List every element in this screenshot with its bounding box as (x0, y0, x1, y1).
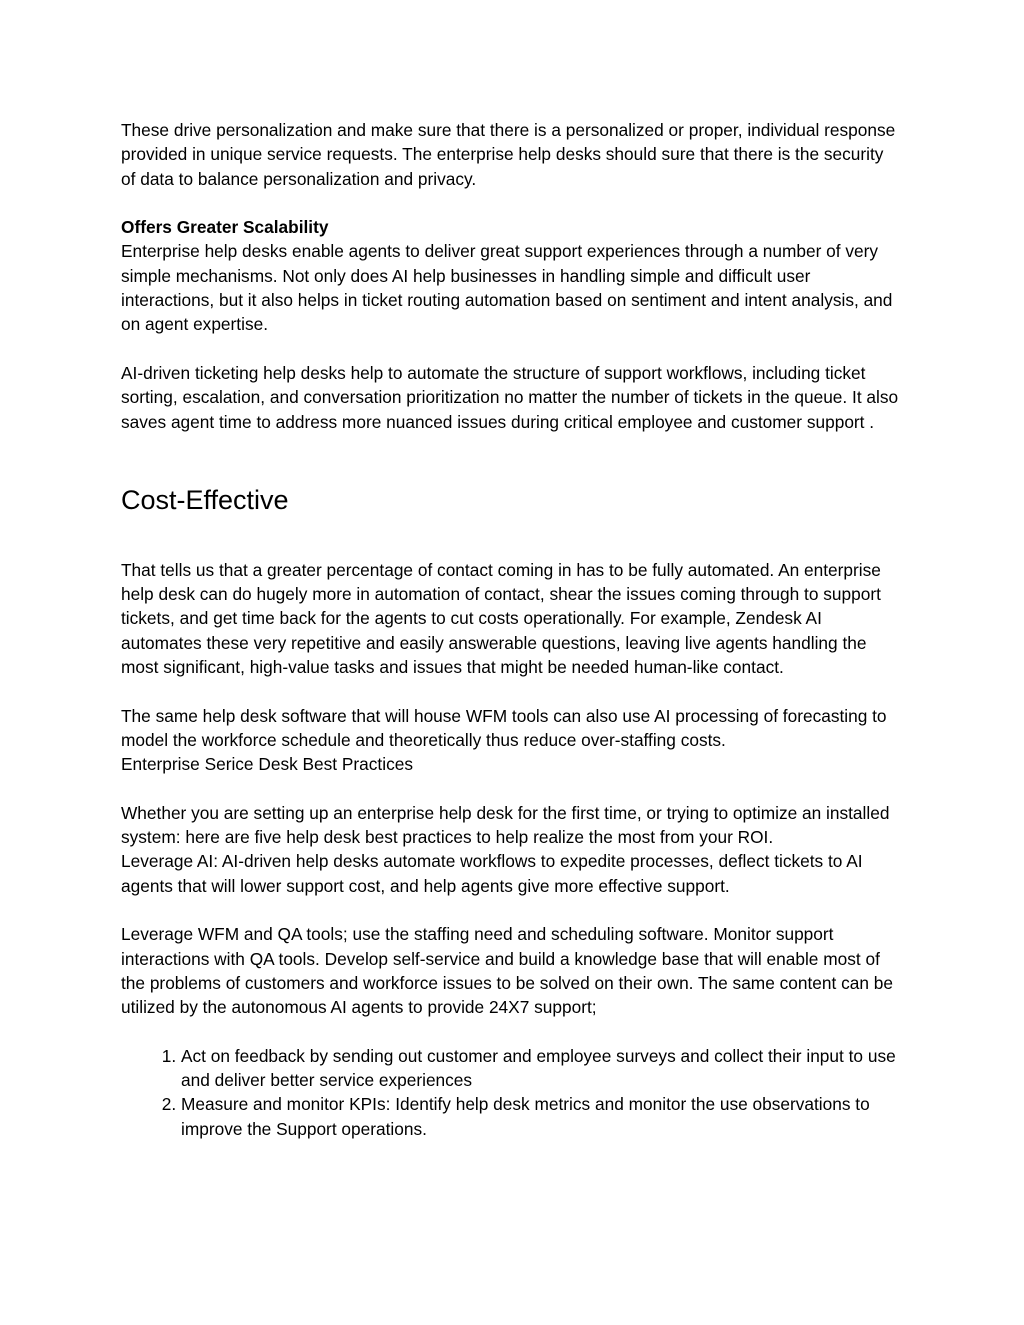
cost-paragraph-4: Leverage WFM and QA tools; use the staffing need and scheduling software. Monitor support interactions with QA tools. Develop self-service and build a knowledge base that will enable most of the problems of customers and workforce issues to be solved on their own. The same content can be utilized by the autonomous AI agents to provide 24X7 support; (121, 924, 893, 1018)
cost-paragraph-3-line-2: Leverage AI: AI-driven help desks automate workflows to expedite processes, deflect tickets to AI agents that will lower support cost, and help agents give more effective support. (121, 851, 863, 896)
intro-paragraph: These drive personalization and make sure that there is a personalized or proper, individual response provided in unique service requests. The enterprise help desks should sure that there is the security of data to balance personalization and privacy. (121, 120, 896, 189)
document-page (121, 118, 901, 1141)
best-practices-list (121, 1044, 901, 1141)
scalability-heading: Offers Greater Scalability (121, 217, 329, 238)
scalability-paragraph-1: Enterprise help desks enable agents to deliver great support experiences through a number of very simple mechanisms. Not only does AI help businesses in handling simple and difficult user interactions, but it also helps in ticket routing automation based on sentiment and intent analysis, and on agent expertise. (121, 241, 893, 335)
cost-paragraph-3-line-1: Whether you are setting up an enterprise help desk for the first time, or trying to optimize an installed system: here are five help desk best practices to help realize the most from your ROI. (121, 802, 890, 848)
list-item: 2. Measure and monitor KPIs: Identify help desk metrics and monitor the use observations to improve the Support operations. (181, 1092, 901, 1141)
cost-paragraph-2-line-1: The same help desk software that will house WFM tools can also use AI processing of forecasting to model the workforce schedule and theoretically thus reduce over-staffing costs. (121, 705, 887, 750)
best-practices-line: Enterprise Serice Desk Best Practices (121, 754, 413, 775)
cost-effective-heading: Cost-Effective (121, 484, 289, 515)
list-item: 1. Act on feedback by sending out customer and employee surveys and collect their input to use and deliver better service experiences (181, 1044, 901, 1093)
cost-paragraph-1: That tells us that a greater percentage of contact coming in has to be fully automated. An enterprise help desk can do hugely more in automation of contact, shear the issues coming through to support tickets, and get time back for the agents to cut costs operationally. For example, Zendesk AI automates these very repetitive and easily answerable questions, leaving live agents handling the most significant, high-value tasks and issues that might be needed human-like contact. (121, 559, 881, 678)
scalability-paragraph-2: AI-driven ticketing help desks help to automate the structure of support workflows, including ticket sorting, escalation, and conversation prioritization no matter the number of tickets in the queue. It also saves agent time to address more nuanced issues during critical employee and customer support . (121, 362, 899, 432)
